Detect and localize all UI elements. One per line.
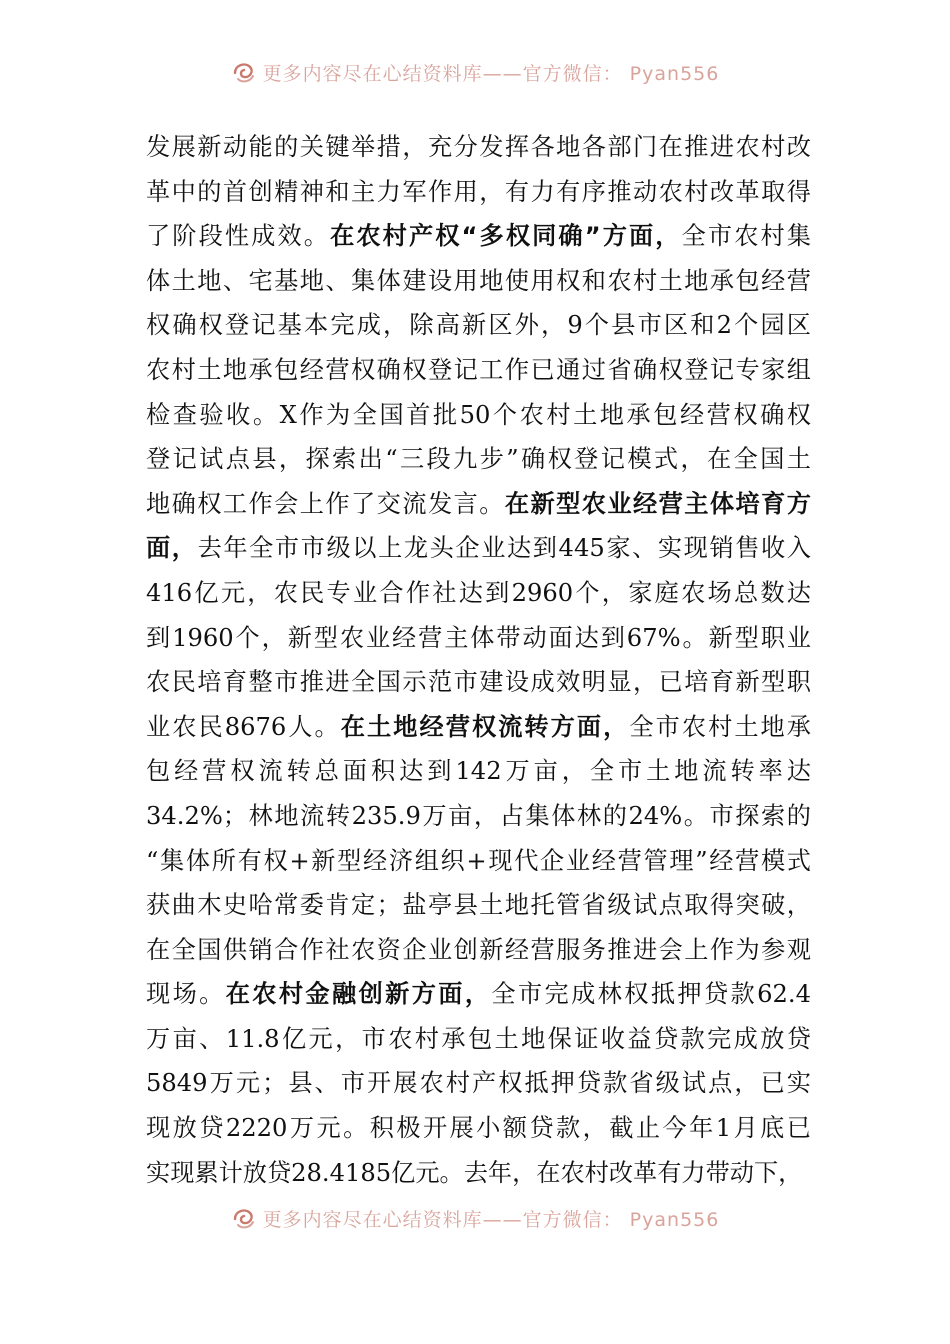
text-run: 了阶段性成效。 xyxy=(146,222,331,251)
text-line xyxy=(146,1061,811,1106)
text-run: 在全国供销合作社农资企业创新经营服务推进会上作为参观 xyxy=(146,935,811,964)
bold-heading-run: 在农村金融创新方面， xyxy=(225,980,492,1009)
text-run: 416亿元，农民专业合作社达到2960个，家庭农场总数达 xyxy=(146,578,811,607)
text-line xyxy=(146,749,811,794)
text-line xyxy=(146,437,811,482)
footer-watermark xyxy=(0,1198,950,1238)
text-run: 实现累计放贷28.4185亿元。去年，在农村改革有力带动下， xyxy=(146,1158,803,1187)
text-run: 地确权工作会上作了交流发言。 xyxy=(146,489,505,518)
text-run: 登记试点县，探索出“三段九步”确权登记模式，在全国土 xyxy=(146,445,811,474)
text-line xyxy=(146,1106,811,1151)
text-line xyxy=(146,616,811,661)
text-run: 权确权登记基本完成，除高新区外，9个县市区和2个园区 xyxy=(146,311,811,340)
text-line xyxy=(146,883,811,928)
swirl-logo-icon xyxy=(231,59,257,85)
bold-heading-run: 在农村产权“多权同确”方面， xyxy=(330,222,682,251)
text-line xyxy=(146,571,811,616)
text-line xyxy=(146,125,811,170)
text-line xyxy=(146,393,811,438)
text-run: 34.2%；林地流转235.9万亩，占集体林的24%。市探索的 xyxy=(146,801,811,830)
bold-heading-run: 在土地经营权流转方面， xyxy=(340,712,630,741)
text-run: 全市农村土地承 xyxy=(629,712,811,741)
text-line xyxy=(146,214,811,259)
text-run: 革中的首创精神和主力军作用，有力有序推动农村改革取得 xyxy=(146,177,811,206)
text-line xyxy=(146,839,811,884)
text-run: 包经营权流转总面积达到142万亩，全市土地流转率达 xyxy=(146,757,811,786)
watermark-text: 更多内容尽在心结资料库——官方微信： Pyan556 xyxy=(262,1208,720,1231)
text-run: 发展新动能的关键举措，充分发挥各地各部门在推进农村改 xyxy=(146,133,811,161)
bold-heading-run: 面， xyxy=(146,534,198,563)
text-line xyxy=(146,170,811,215)
text-run: 现场。 xyxy=(146,980,226,1009)
text-run: 全市完成林权抵押贷款62.4 xyxy=(491,980,811,1009)
text-run: 去年全市市级以上龙头企业达到445家、实现销售收入 xyxy=(197,534,811,563)
text-line xyxy=(146,660,811,705)
text-line xyxy=(146,1017,811,1062)
document-body xyxy=(146,125,811,1195)
text-run: 到1960个，新型农业经营主体带动面达到67%。新型职业 xyxy=(146,623,811,652)
text-run: 万亩、11.8亿元，市农村承包土地保证收益贷款完成放贷 xyxy=(146,1024,811,1053)
text-line xyxy=(146,482,811,527)
text-line xyxy=(146,348,811,393)
text-run: 业农民8676人。 xyxy=(146,712,341,741)
swirl-logo-icon xyxy=(231,1205,257,1231)
text-line xyxy=(146,972,811,1017)
text-line xyxy=(146,794,811,839)
text-line xyxy=(146,1151,811,1196)
text-run: 体土地、宅基地、集体建设用地使用权和农村土地承包经营 xyxy=(146,266,811,295)
text-run: 农民培育整市推进全国示范市建设成效明显，已培育新型职 xyxy=(146,668,811,697)
text-line xyxy=(146,259,811,304)
text-run: 检查验收。X作为全国首批50个农村土地承包经营权确权 xyxy=(146,400,811,429)
text-run: 全市农村集 xyxy=(681,222,811,251)
text-line xyxy=(146,526,811,571)
watermark-text: 更多内容尽在心结资料库——官方微信： Pyan556 xyxy=(262,62,720,85)
text-line xyxy=(146,705,811,750)
text-run: 农村土地承包经营权确权登记工作已通过省确权登记专家组 xyxy=(146,355,811,384)
header-watermark xyxy=(0,52,950,92)
text-line xyxy=(146,303,811,348)
bold-heading-run: 在新型农业经营主体培育方 xyxy=(504,489,811,518)
text-run: 现放贷2220万元。积极开展小额贷款，截止今年1月底已 xyxy=(146,1114,811,1143)
text-run: 5849万元；县、市开展农村产权抵押贷款省级试点，已实 xyxy=(146,1069,811,1098)
text-line xyxy=(146,928,811,973)
text-run: 获曲木史哈常委肯定；盐亭县土地托管省级试点取得突破， xyxy=(146,891,811,920)
text-run: “集体所有权+新型经济组织+现代企业经营管理”经营模式 xyxy=(146,846,811,875)
